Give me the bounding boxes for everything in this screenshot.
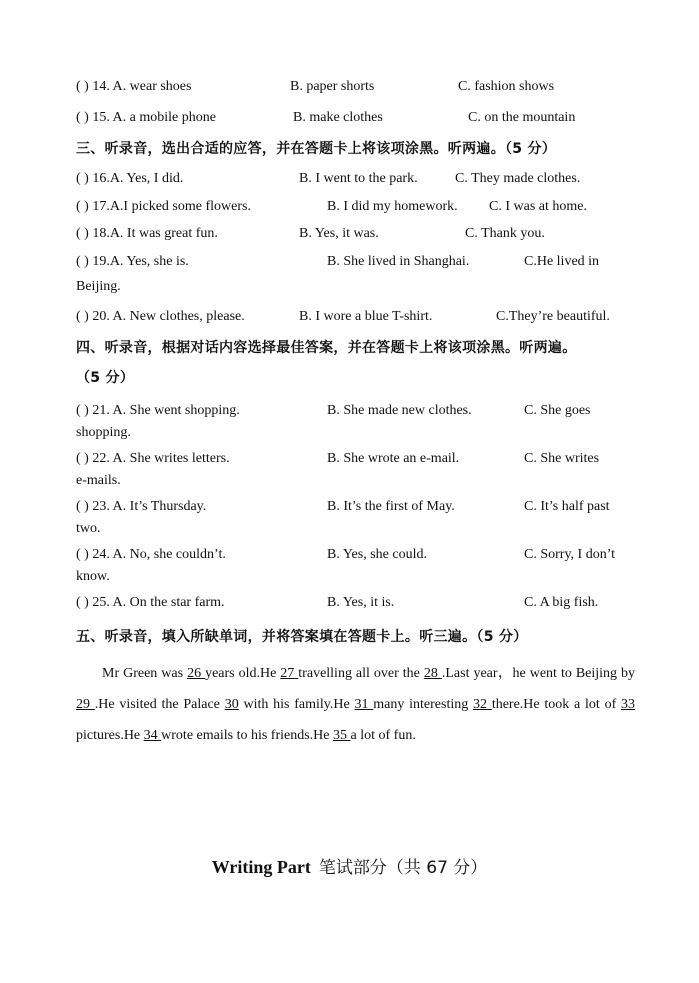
question-25-option-c: C. A big fish. — [524, 595, 599, 610]
question-19-option-b: B. She lived in Shanghai. — [327, 254, 470, 269]
section-3-heading: 三、听录音，选出合适的应答，并在答题卡上将该项涂黑。听两遍。（5 分） — [76, 141, 557, 157]
writing-part-en: Writing Part — [211, 857, 311, 877]
passage-text: there.He took a lot of — [491, 697, 622, 712]
question-22-option-a: ( ) 22. A. She writes letters. — [76, 451, 230, 466]
question-23-option-a: ( ) 23. A. It’s Thursday. — [76, 499, 207, 514]
question-18 — [76, 224, 635, 244]
passage-text: a lot of fun. — [350, 728, 416, 743]
question-22-wrap: e-mails. — [76, 473, 121, 488]
question-21-option-b: B. She made new clothes. — [327, 403, 472, 418]
passage-text: with his family.He — [238, 697, 355, 712]
question-15-option-b: B. make clothes — [293, 110, 383, 125]
question-17-option-c: C. I was at home. — [489, 199, 587, 214]
question-15 — [76, 108, 635, 128]
question-24-option-a: ( ) 24. A. No, she couldn’t. — [76, 547, 226, 562]
question-24-option-b: B. Yes, she could. — [327, 547, 427, 562]
section-5-heading: 五、听录音，填入所缺单词，并将答案填在答题卡上。听三遍。（5 分） — [76, 629, 528, 645]
passage-text: .He visited the Palace — [94, 697, 225, 712]
passage-text: many interesting — [373, 697, 474, 712]
blank-27: 27 — [280, 666, 299, 681]
question-22-option-b: B. She wrote an e-mail. — [327, 451, 460, 466]
blank-26: 26 — [187, 666, 206, 681]
passage-text: wrote emails to his friends.He — [161, 728, 334, 743]
question-20 — [76, 307, 635, 327]
blank-31: 31 — [354, 697, 374, 712]
question-22-option-c: C. She writes — [524, 451, 600, 466]
question-14-option-a: ( ) 14. A. wear shoes — [76, 79, 192, 94]
question-19 — [76, 252, 635, 272]
question-25-option-a: ( ) 25. A. On the star farm. — [76, 595, 225, 610]
blank-29: 29 — [76, 697, 95, 712]
passage-text: years old.He — [205, 666, 281, 681]
question-14-option-b: B. paper shorts — [290, 79, 375, 94]
question-17-option-b: B. I did my homework. — [327, 199, 458, 214]
question-23-option-b: B. It’s the first of May. — [327, 499, 455, 514]
question-21-option-a: ( ) 21. A. She went shopping. — [76, 403, 240, 418]
question-23-wrap: two. — [76, 521, 101, 536]
blank-32: 32 — [473, 697, 492, 712]
question-17 — [76, 197, 635, 217]
section-4-points: （5 分） — [76, 370, 135, 386]
question-21-option-c: C. She goes — [524, 403, 591, 418]
question-18-option-b: B. Yes, it was. — [299, 226, 379, 241]
question-18-option-a: ( ) 18.A. It was great fun. — [76, 226, 218, 241]
blank-33: 33 — [621, 697, 636, 712]
passage-text: travelling all over the — [298, 666, 424, 681]
passage-text: .Last year，he went to Beijing by — [441, 666, 636, 681]
blank-34: 34 — [143, 728, 162, 743]
question-14-option-c: C. fashion shows — [458, 79, 555, 94]
question-15-option-c: C. on the mountain — [468, 110, 576, 125]
question-24 — [76, 545, 635, 565]
question-25-option-b: B. Yes, it is. — [327, 595, 395, 610]
question-16 — [76, 169, 635, 189]
question-19-wrap: Beijing. — [76, 279, 121, 294]
question-22 — [76, 449, 635, 469]
cloze-passage — [76, 658, 635, 751]
question-21-wrap: shopping. — [76, 425, 131, 440]
blank-28: 28 — [423, 666, 442, 681]
section-4-heading: 四、听录音，根据对话内容选择最佳答案，并在答题卡上将该项涂黑。听两遍。 — [76, 340, 577, 356]
question-21 — [76, 401, 635, 421]
blank-30: 30 — [224, 697, 239, 712]
question-23-option-c: C. It’s half past — [524, 499, 610, 514]
writing-part-cn: 笔试部分（共 67 分） — [318, 858, 488, 878]
question-19-option-c: C.He lived in — [524, 254, 600, 269]
question-16-option-c: C. They made clothes. — [455, 171, 581, 186]
question-23 — [76, 497, 635, 517]
question-16-option-b: B. I went to the park. — [299, 171, 418, 186]
question-20-option-b: B. I wore a blue T-shirt. — [299, 309, 433, 324]
question-25 — [76, 593, 635, 613]
passage-text: pictures.He — [76, 728, 144, 743]
question-18-option-c: C. Thank you. — [465, 226, 545, 241]
question-20-option-a: ( ) 20. A. New clothes, please. — [76, 309, 245, 324]
question-14 — [76, 77, 635, 97]
writing-part-title — [0, 853, 699, 878]
question-24-wrap: know. — [76, 569, 110, 584]
question-24-option-c: C. Sorry, I don’t — [524, 547, 615, 562]
question-15-option-a: ( ) 15. A. a mobile phone — [76, 110, 216, 125]
question-20-option-c: C.They’re beautiful. — [496, 309, 610, 324]
question-16-option-a: ( ) 16.A. Yes, I did. — [76, 171, 184, 186]
question-17-option-a: ( ) 17.A.I picked some flowers. — [76, 199, 251, 214]
passage-text: Mr Green was — [102, 666, 188, 681]
blank-35: 35 — [333, 728, 351, 743]
question-19-option-a: ( ) 19.A. Yes, she is. — [76, 254, 189, 269]
